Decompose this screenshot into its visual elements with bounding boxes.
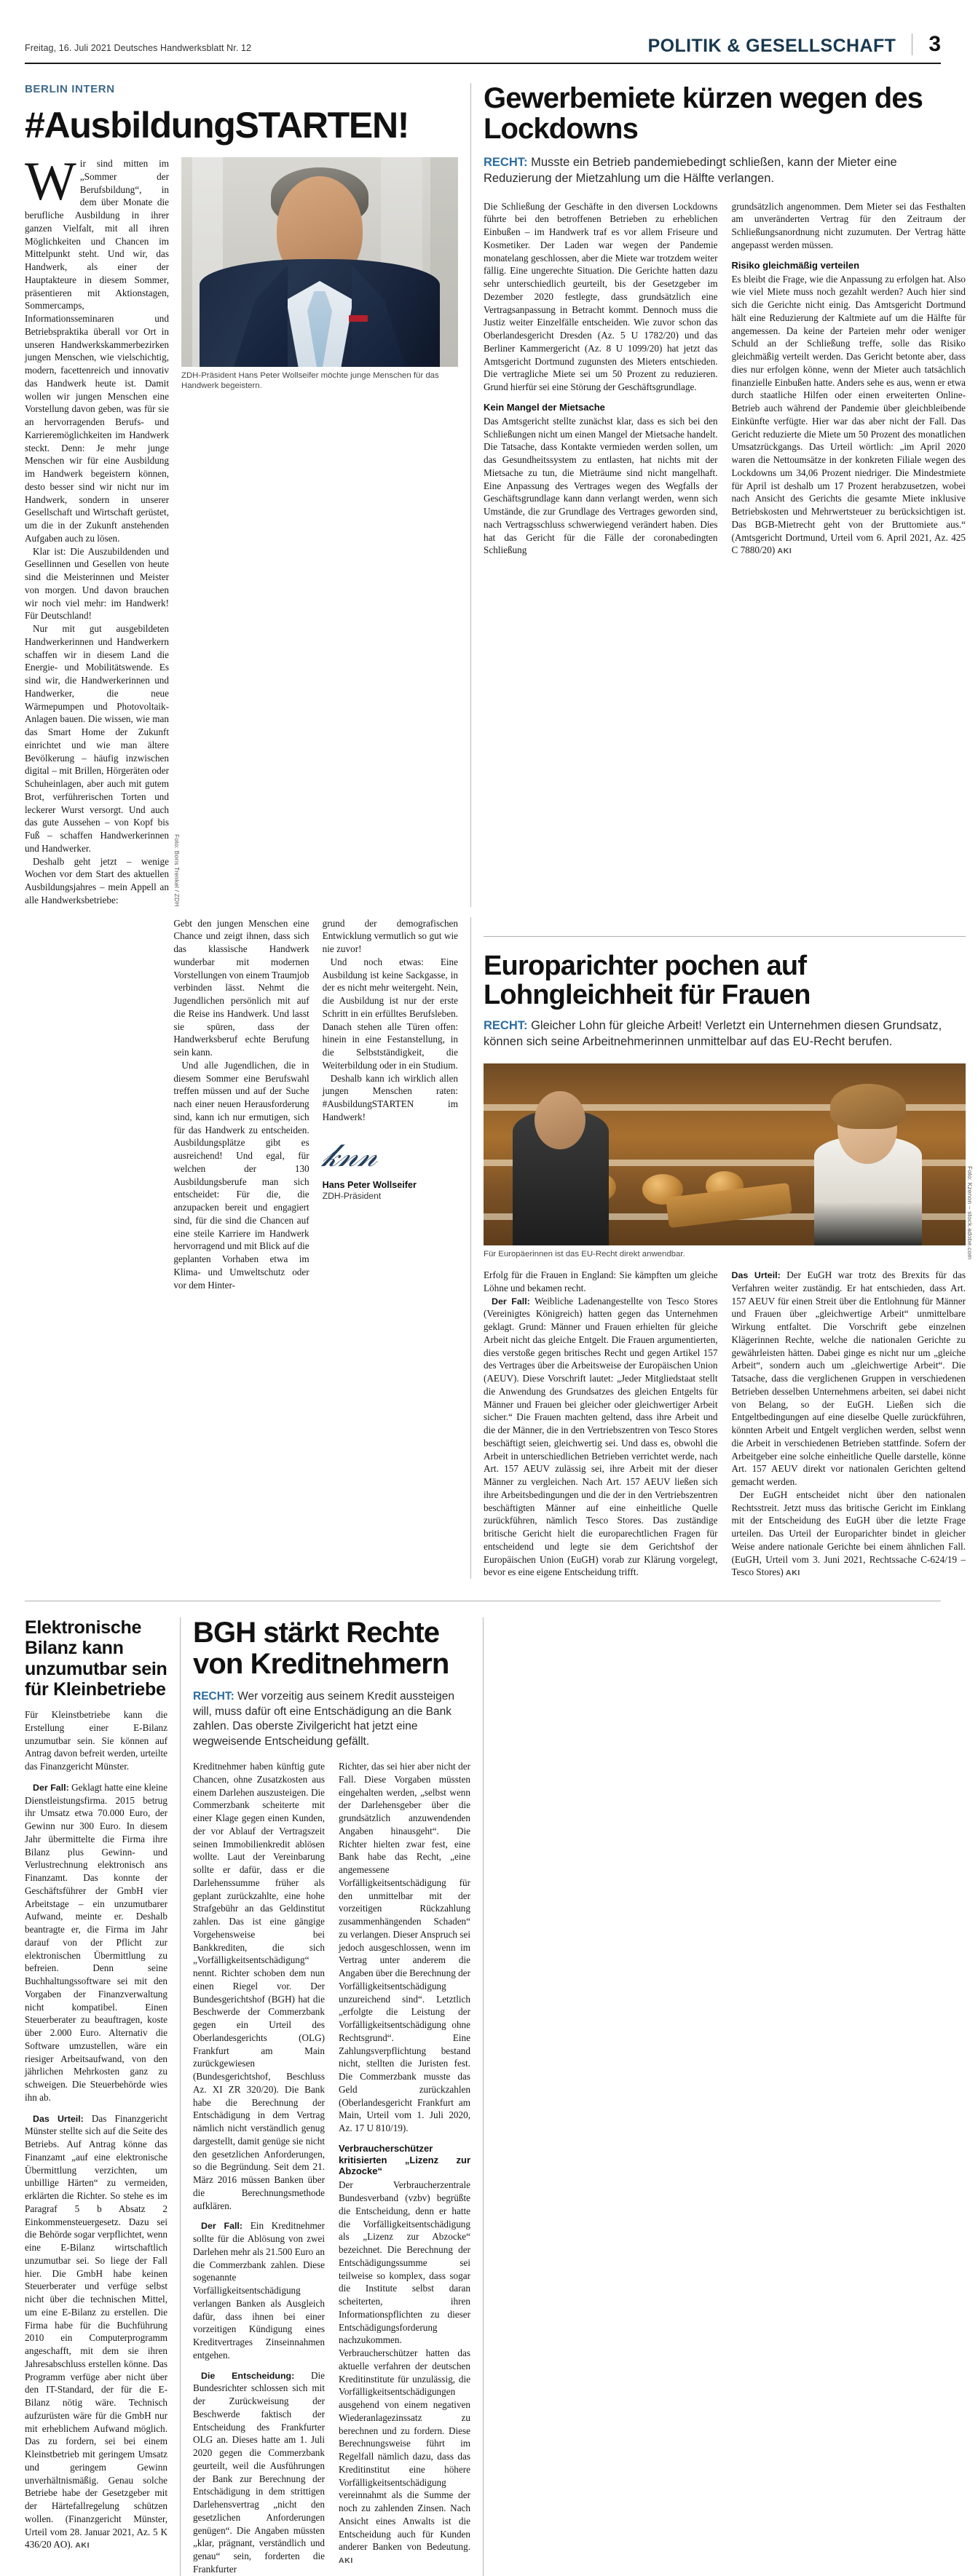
paragraph: Deshalb kann ich wirklich allen jungen Menschen raten: #AusbildungSTARTEN im Handwerk!	[322, 1072, 458, 1122]
lead-label: RECHT:	[193, 1689, 234, 1703]
ebilanz-headline: Elektronische Bilanz kann unzumutbar sein für Kleinbetriebe	[25, 1617, 167, 1700]
run-in-heading: Die Entscheidung:	[201, 2370, 295, 2381]
lead-text: Wer vorzeitig aus seinem Kredit aussteigen will, muss dafür oft eine Entschädigung an die Bank zahlen. Das oberste Zivilgericht hat jetzt eine wegweisende Entscheidung gefällt.	[193, 1689, 454, 1748]
lead-text: Gleicher Lohn für gleiche Arbeit! Verletzt ein Unternehmen diesen Grundsatz, können sich seine Arbeitnehmerinnen unmittelbar auf das EU-Recht berufen.	[484, 1019, 942, 1048]
lohn-headline: Europarichter pochen auf Lohngleichheit für Frauen	[484, 950, 811, 1010]
paragraph: Für Kleinstbetriebe kann die Erstellung einer E-Bilanz unzumutbar sein. Sie können auf Antrag davon befreit werden, urteilte das Finanzgericht Münster.	[25, 1709, 167, 1772]
story-lohngleichheit	[484, 917, 974, 1580]
lead-story-continuation	[25, 917, 458, 1580]
lead-paragraph: Nur mit gut ausgebildeten Handwerkerinnen und Handwerkern schaffen wir in diesem Land die Energie- und Mobilitätswende. Es sind wir, die Handwerkerinnen und Handwerker, die neue Wärmepumpen und Photovoltaik-Anlagen bauen. Die wissen, wie man das Smart Home der Zukunft einrichtet und wie man ältere Bevölkerung – häufig inzwischen digital – mit Brillen, Hörgeräten oder Schuheinlagen, aber auch mit gutem Brot, verführerischen Torten und leckerer Wurst versorgt. Und auch das gute Aussehen – von Kopf bis Fuß – schaffen Handwerkerinnen und Handwerker.	[25, 623, 169, 854]
run-in-heading: Der Fall:	[492, 1296, 530, 1307]
story-gewerbemiete	[484, 83, 966, 907]
lohn-bottom-columns	[496, 1617, 978, 2575]
run-in-heading: Das Urteil:	[33, 2113, 84, 2124]
gewerbemiete-column-1	[484, 200, 718, 557]
paragraph: Es bleibt die Frage, wie die Anpassung zu erfolgen hat. Also wie viel Miete muss noch gezahlt werden? Auch hier sind sich die Gerichte nicht einig. Das Amtsgericht Dortmund hält eine Reduzierung der Kaltmiete auf um die Hälfte für angemessen. Da keine der Parteien mehr oder weniger Schuld an der Schließung treffe, solle das Risiko gleichmäßig verteilt werden. Das Gericht betonte aber, dass dies nur erfolgen könne, wenn der Mieter auch tatsächlich finanzielle Einbußen hatte. Anders sehe es aus, wenn er etwa durch staatliche Hilfen oder einen erweiterten Online-Betrieb auch während der Pandemie über gleichbleibende Einkünfte verfügte. Hier war das aber nicht der Fall. Das Gericht reduzierte die Miete um 50 Prozent des monatlichen Umsatzrückgangs. Das Urteil wörtlich: „im April 2020 waren die Nettoumsätze in der konkreten Filiale wegen des Lockdowns um 34,06 Prozent niedriger. Die Mindestmiete für April ist deshalb um 17 Prozent herabzusetzen, wobei nach Ansicht des Gerichts die gesamte Miete inklusive Betriebskosten und Mehrwertsteuer zu berücksichtigen ist. Das BGB-Mietrecht geht von der Bruttomiete aus.“ (Amtsgericht Dortmund, Urteil vom 6. April 2021, Az. 425 C 7880/20) AKI	[731, 273, 966, 556]
lohn-column-2	[732, 1269, 966, 1579]
lohn-photo-wrap	[484, 1063, 974, 1260]
paragraph: Gebt den jungen Menschen eine Chance und zeigt ihnen, dass sich das klassische Handwerk wunderbar mit modernen Vorstellungen von einem Traumjob verbinden lässt. Nehmt die Jugendlichen persönlich mit auf die Reise ins Handwerk. Und lasst sie spüren, dass der Handwerksberuf echte Berufung sein kann.	[173, 917, 309, 1058]
lohn-lead	[484, 1018, 966, 1050]
photo-caption: ZDH-Präsident Hans Peter Wollseifer möchte junge Menschen für das Handwerk begeistern.	[181, 371, 439, 391]
lead-paragraph: Klar ist: Die Auszubildenden und Gesellinnen und Gesellen von heute sind die Meisterinnen und Meister von morgen. Und davon brauchen wir noch viel mehr: im Handwerk! Für Deutschland!	[25, 545, 169, 622]
section-title: POLITIK & GESELLSCHAFT	[647, 36, 896, 56]
column-divider	[470, 917, 471, 1580]
lead-story-kicker: BERLIN INTERN	[25, 83, 115, 95]
photo-caption: Für Europäerinnen ist das EU-Recht direkt anwendbar.	[484, 1249, 685, 1259]
gewerbemiete-headline: Gewerbemiete kürzen wegen des Lockdowns	[484, 82, 923, 146]
byline: AKI	[777, 547, 792, 556]
byline: AKI	[786, 1569, 800, 1578]
paragraph: Kreditnehmer haben künftig gute Chancen, ohne Zusatzkosten aus einem Darlehen auszusteigen. Die Commerzbank scheiterte mit einer Klage gegen einen Kunden, der vor Ablauf der Vertragszeit seinen Immobilienkredit ablösen wollte. Laut der Vereinbarung sollte er dafür, dass er die Darlehenssumme früher als geplant zurückzahlte, eine hohe Strafgebühr an das Geldinstitut zahlen. Das ist eine gängige Vorgehensweise bei Bankkrediten, die sich „Vorfälligkeitsentschädigung“ nennt. Richter schoben dem nun einen Riegel vor. Der Bundesgerichtshof (BGH) hat die Beschwerde der Commerzbank gegen ein Urteil des Oberlandesgerichts (OLG) Frankfurt am Main zurückgewiesen (Bundesgerichtshof, Beschluss Az. XI ZR 320/20). Die Bank habe die Berechnung der Entschädigung in dem Vertrag nämlich nicht verständlich genug dargestellt, damit genüge sie nicht den gesetzlichen Anforderungen, so die Begründung. Seit dem 21. März 2016 müssen Banken über die Berechnungsmethode aufklären.	[193, 1761, 325, 2211]
paragraph: Der Fall: Ein Kreditnehmer sollte für die Ablösung von zwei Darlehen mehr als 21.500 Euro an die Commerzbank zahlen. Diese sogenannte Vorfälligkeitsentschädigung verlangen Banken als Ausgleich dafür, dass ihnen bei einer vorzeitigen Kündigung eines Kreditvertrages Zinseinnahmen entgehen.	[193, 2220, 326, 2361]
subheading: Kein Mangel der Mietsache	[484, 401, 605, 413]
signature-name: Hans Peter Wollseifer	[322, 1179, 417, 1190]
bgh-column-1	[193, 1760, 325, 2576]
run-in-heading: Der Fall:	[201, 2221, 243, 2232]
paragraph: Und alle Jugendlichen, die in diesem Sommer eine Berufswahl treffen müssen und auf der Suche nach einer neuen Herausforderung sind, kann ich nur ermutigen, sich für das Handwerk zu entscheiden. Ausbildungsplätze gibt es ausreichend! Und egal, für welchen der 130 Ausbildungsberufe man sich entscheidet: Für die, die anzupacken bereit und engagiert sind, für die sind die Chancen auf eine steile Karriere im Handwerk hervorragend und mit Blick auf die geplanten Vorhaben etwa im Klima- und Umweltschutz oder vor dem Hinter-	[173, 1059, 309, 1291]
lohn-column-1	[484, 1269, 718, 1579]
story-ebilanz	[25, 1617, 167, 2575]
lead-paragraph: Deshalb geht jetzt – wenige Wochen vor dem Start des aktuellen Ausbildungsjahres – mein Appell an alle Handwerksbetriebe:	[25, 855, 169, 905]
lead-story-column-1	[25, 151, 169, 907]
paragraph: Die Schließung der Geschäfte in den diversen Lockdowns führte bei den betroffenen Betrieben zu erheblichen Einbußen – im Handwerk traf es vor allem Friseure und Kosmetiker. Der Laden war wegen der Pandemie monatelang geschlossen, aber die Miete war trotzdem weiter fällig. Eine ungerechte Situation. Die Gerichte hatten dazu sehr unterschiedlich geurteilt, bis der Gesetzgeber im Dezember 2020 festlegte, dass grundsätzlich eine Vertragsanpassung in Betracht kommt. Dennoch muss die Justiz weiter Einzelfälle entscheiden. Wie zuvor schon das Oberlandesgericht Dresden (Az. 5 U 1782/20) und das Berliner Kammergericht (Az. 8 U 1099/20) hat jetzt das Amtsgericht Dortmund zugunsten des Mieters entschieden. Die vertragliche Miete sei um 50 Prozent zu reduzieren. Grund hierfür sei eine Störung der Geschäftsgrundlage.	[484, 200, 718, 393]
portrait-photo	[181, 157, 458, 367]
lead-cont-col-c	[320, 917, 458, 1292]
paragraph: Der EuGH entscheidet nicht über den nationalen Rechtsstreit. Jetzt muss das britische Gericht im Einklang mit der Entscheidung des EuGH über die letzte Frage urteilen. Das Urteil der Europarichter bindet in gleicher Weise andere nationale Gerichte bei einem ähnlichen Fall. (EuGH, Urteil vom 3. Juni 2021, Rechtssache C-624/19 – Tesco Stores) AKI	[731, 1489, 966, 1578]
column-divider	[180, 1617, 181, 2575]
lead-story-photo-wrap	[173, 157, 458, 907]
lead-story	[25, 83, 458, 907]
bakery-photo	[484, 1063, 966, 1245]
bgh-lead	[193, 1689, 470, 1750]
paragraph: grundsätzlich angenommen. Dem Mieter sei das Festhalten am unveränderten Vertrag für den Zeitraum der Schließungsanordnung nicht zuzumuten. Der Vertrag hätte angepasst werden müssen.	[731, 200, 966, 250]
byline: AKI	[339, 2556, 353, 2566]
lead-text: Musste ein Betrieb pandemiebedingt schließen, kann der Mieter eine Reduzierung der Mietzahlung um die Hälfte verlangen.	[484, 155, 897, 185]
paragraph: Das Urteil: Der EuGH war trotz des Brexits für das Verfahren weiter zuständig. Er hat entschieden, dass Art. 157 AEUV für einen Streit über die Entlohnung für Männer und Frauen über „gleichwertige Arbeit“ unmittelbare Wirkung entfaltet. Die Vorschrift gebe einzelnen Klägerinnen Rechte, welche die nationalen Gerichte zu gewährleisten hätten. Dabei ginge es nicht nur um „gleiche Arbeit“, sondern auch um „gleichwertige Arbeit“. Die Tatsache, dass die verglichenen Gruppen in verschiedenen Betrieben desselben Unternehmens arbeiten, sei dabei nicht von Belang, so der EuGH. Ließen sich die Entgeltbedingungen auf eine dieselbe Quelle zurückführen, könnten Arbeit und Entgelt verglichen werden, selbst wenn die Arbeit in verschiedenen Betrieben stattfinde. Sofern der Arbeitgeber eine solche einheitliche Quelle darstelle, könne Art. 157 AEUV direkt vor nationalen Gerichten geltend gemacht werden.	[731, 1269, 966, 1488]
subheading: Risiko gleichmäßig verteilen	[731, 259, 860, 271]
lead-label: RECHT:	[484, 1019, 528, 1033]
masthead-rule	[25, 63, 941, 64]
lower-content-grid	[25, 1617, 941, 2575]
mid-grid	[25, 917, 974, 1580]
upper-content-grid	[25, 82, 966, 907]
issue-line: Freitag, 16. Juli 2021 Deutsches Handwerksblatt Nr. 12	[25, 43, 252, 53]
lead-paragraph-dropcap: Wir sind mitten im „Sommer der Berufsbildung“, in dem über Monate die berufliche Ausbildung in ihrer ganzen Vielfalt, mit all ihren Möglichkeiten und Chancen im Mittelpunkt steht. Und wir, das Handwerk, als einer der Hauptakteure in diesem Sommer, präsentieren mit Aktionstagen, Sommercamps, Informationsseminaren und Betriebspraktika überall vor Ort in unseren Handwerkskammerbezirken jungen Menschen, wie vielschichtig, modern, facettenreich und innovativ das Handwerk heute ist. Damit wollen wir jungen Menschen eine Vorstellung davon geben, was für sie an hervorragenden Berufs- und Karrieremöglichkeiten im Handwerk steckt. Denn: Je mehr junge Menschen wir für eine Ausbildung im Handwerk begeistern können, desto besser sind wir nicht nur im Handwerk, sondern in unserer Gesellschaft und Wirtschaft gerüstet, um die in der Zukunft anstehenden Aufgaben auch zu lösen.	[25, 151, 169, 544]
subheading: Verbraucherschützer kritisierten „Lizenz zur Abzocke“	[339, 2142, 470, 2177]
section-separator	[484, 936, 966, 937]
byline: AKI	[75, 2541, 90, 2551]
signature-mark: 𝓀𝓃𝓃	[320, 1137, 379, 1173]
paragraph: Das Urteil: Das Finanzgericht Münster stellte sich auf die Seite des Betriebs. Auf Antrag könne das Finanzamt „auf eine elektronische Übermittlung verzichten, um unbillige Härten“ zu vermeiden, erklärten die Richter. So stehe es im Paragraf 5 b Absatz 2 Einkommensteuergesetz. Dazu sei die Behörde sogar verpflichtet, wenn eine E-Bilanz wirtschaftlich unzumutbar sei. So liege der Fall hier. Die GmbH habe keinen Steuerberater und verfüge selbst nicht über die technischen Mittel, um eine E-Bilanz zu erstellen. Die Firma habe für die Buchführung 2010 ein Computerprogramm angeschafft, mit dem sie ihren Jahresabschluss erstellen könne. Das Programm verfüge aber nicht über den IT-Standard, der für die E-Bilanz nötig wäre. Technisch aufzurüsten wäre für die GmbH nur mit erheblichem Aufwand möglich. Das zu fordern, sei bei einem Kleinstbetrieb mit geringem Umsatz und geringem Gewinn unverhältnismäßig. Genau solche Betriebe habe der Gesetzgeber mit der Härtefallregelung schützen wollen. (Finanzgericht Münster, Urteil vom 28. Januar 2021, Az. 5 K 436/20 AO). AKI	[25, 2112, 167, 2551]
bgh-column-2	[339, 1760, 470, 2576]
run-in-heading: Der Fall:	[33, 1782, 69, 1793]
paragraph: grund der demografischen Entwicklung vermutlich so gut wie nie zuvor!	[322, 917, 458, 954]
run-in-heading: Das Urteil:	[731, 1270, 781, 1281]
signature-role: ZDH-Präsident	[322, 1190, 382, 1201]
lead-story-headline: #AusbildungSTARTEN!	[25, 105, 409, 146]
paragraph: Der Verbraucherzentrale Bundesverband (vzbv) begrüßte die Entscheidung, denn er hatte die Vorfälligkeitsentschädigung als „Lizenz zur Abzocke“ bezeichnet. Die Berechnung der Entschädigungssumme sei teilweise so komplex, dass sogar die Institute selbst daran scheiterten, ihren Informationspflichten zu dieser Entschädigungsforderung nachzukommen. Verbraucherschützer hatten das aktuelle verfahren der deutschen Kreditinstitute für unzulässig, die Vorfälligkeitsentschädigungen ausgehend von einem negativen Wiederanlagezinssatz zu berechnen und zu fordern. Diese Berechnungsweise führt im Regelfall nämlich dazu, dass das Kreditinstitut eine höhere Vorfälligkeitsentschädigung vereinnahmt als die Summe der noch zu zahlenden Zinsen. Nach Ansicht eines Anwalts ist die Entscheidung auch für Kunden anderer Banken von Bedeutung. AKI	[339, 2179, 470, 2566]
paragraph: Und noch etwas: Eine Ausbildung ist keine Sackgasse, in der es nicht mehr weitergeht. Nein, die Ausbildung ist nur der erste Schritt in ein erfülltes Berufsleben. Danach stehen alle Türen offen: hinein in eine Festanstellung, in die Selbstständigkeit, die Weiterbildung oder in ein Studium.	[322, 956, 458, 1071]
lead-label: RECHT:	[484, 155, 528, 169]
gewerbemiete-lead	[484, 155, 966, 187]
gewerbemiete-column-2	[732, 200, 966, 557]
paragraph: Richter, das sei hier aber nicht der Fall. Diese Vorgaben müssten eingehalten werden, „selbst wenn der Darlehensgeber über die grundsätzlich anzuwendenden Angaben hinausgeht“. Die Richter hielten zwar fest, eine Bank habe das Recht, „eine angemessene Vorfälligkeitsentschädigung für den unmittelbar mit der vorzeitigen Rückzahlung zusammenhängenden Schaden“ zu verlangen. Dieser Anspruch sei jedoch ausgeschlossen, wenn im Vertrag unter anderem die Angaben über die Berechnung der Vorfälligkeitsentschädigung unzureichend sind“. Letztlich „erfolgte die Leistung der Vorfälligkeitsentschädigung ohne Rechtsgrund“. Eine Zahlungsverpflichtung bestand nicht, stellten die Juristen fest. Die Commerzbank musste das Geld zurückzahlen (Oberlandesgericht Frankfurt am Main, Urteil vom 1. Juli 2020, Az. 17 U 810/19).	[339, 1761, 470, 2133]
masthead	[25, 0, 941, 60]
paragraph: Der Fall: Geklagt hatte eine kleine Dienstleistungsfirma. 2015 betrug ihr Umsatz etwa 70.000 Euro, der Gewinn nur 300 Euro. In diesem Jahr übermittelte die Firma ihre Bilanz plus Gewinn- und Verlustrechnung elektronisch ans Finanzamt. Das konnte der Geschäftsführer der GmbH vier Arbeitstage – ein unzumutbarer Aufwand, meinte er. Deshalb beantragte er, die Firma im Jahr darauf von der Pflicht zur elektronischen Übermittlung zu befreien. Denn seine Buchhaltungssoftware sei mit den Vorgaben der Finanzverwaltung nicht kompatibel. Einen Steuerberater zu beauftragen, koste über 2.000 Euro. Alternativ die Software umzustellen, wäre ein riesiger Arbeitsaufwand, von den jährlichen Mehrkosten ganz zu schweigen. Die Steuerbehörde wies ihn ab.	[25, 1781, 168, 2103]
paragraph: Der Fall: Weibliche Ladenangestellte von Tesco Stores (Vereinigtes Königreich) hatten gegen das Unternehmen geklagt. Grund: Männer und Frauen erhielten für gleiche Arbeit nicht das gleiche Entgelt. Die Frauen argumentierten, dies verstoße gegen britisches Recht und gegen Artikel 157 des Vertrages über die Arbeitsweise der Europäischen Union (AEUV). Diese Vorschrift lautet: „Jeder Mitgliedstaat stellt die Anwendung des Grundsatzes des gleichen Entgelts für Männer und Frauen bei gleicher oder gleichwertiger Arbeit sicher.“ Die Frauen machten geltend, dass ihre Arbeit und die der Männer, die in den Vertriebszentren von Tesco Stores beschäftigt seien, gleichwertig sei. Und dass es, obwohl die Arbeit in unterschiedlichen Betrieben verrichtet werde, nach Art. 157 AEUV zulässig sei, ihre Arbeit mit der dieser Männer zu vergleichen. Nach Art. 157 AEUV ließen sich ihre Arbeitsbedingungen und die der in den Vertriebszentren beschäftigten Männer auf eine einheitliche Quelle zurückführen, nämlich Tesco Stores. Das zuständige britische Gericht hielt die europarechtlichen Fragen für entscheidend und legte sie dem Gerichtshof der Europäischen Union (EuGH) vorab zur Klärung vorgelegt, bevor es eine eigene Entscheidung trifft.	[484, 1295, 718, 1578]
lead-cont-col-b	[173, 917, 309, 1292]
story-bgh	[193, 1617, 470, 2575]
page-number: 3	[912, 33, 941, 55]
lead-cont-col-a	[25, 917, 160, 1292]
paragraph: Die Entscheidung: Die Bundesrichter schlossen sich mit der Zurückweisung der Beschwerde faktisch der Entscheidung des Frankfurter OLG an. Dieses hatte am 1. Juli 2020 gegen die Commerzbank geurteilt, weil die Ausführungen der Bank zur Berechnung der Entschädigung in dem strittigen Darlehensvertrag „nicht den gesetzlichen Anforderungen genügen“. Die Angaben müssten „klar, prägnant, verständlich und genau“ sein, forderten die Frankfurter	[193, 2369, 325, 2575]
masthead-right	[648, 33, 941, 55]
photo-credit: Foto: Boris Trenkel / ZDH	[173, 834, 181, 907]
column-divider	[470, 83, 471, 907]
photo-credit: Foto: Kzenon – stock.adobe.com	[966, 1165, 974, 1260]
paragraph: Erfolg für die Frauen in England: Sie kämpften um gleiche Löhne und bekamen recht.	[484, 1269, 718, 1293]
bgh-headline: BGH stärkt Rechte von Kreditnehmern	[193, 1617, 449, 1680]
column-divider	[483, 1617, 484, 2575]
ebilanz-body	[25, 1708, 167, 2551]
paragraph: Das Amtsgericht stellte zunächst klar, dass es sich bei den Schließungen nicht um einen Mangel der Mietsache handelt. Die Tatsache, dass Kontakte vermieden werden sollen, um das Gesundheitssystem zu entlasten, hat nichts mit der Mietsache zu tun, die Mieträume sind nicht mangelhaft. Eine Anpassung des Vertrages wegen des Wegfalls der Geschäftsgrundlage kann dann verlangt werden, wenn sich Umstände, die zur Grundlage des Vertrages geworden sind, nach Vertragsschluss schwerwiegend verändert haben. Dies hat das Gericht für die Fälle der coronabedingten Schließung	[484, 415, 718, 556]
